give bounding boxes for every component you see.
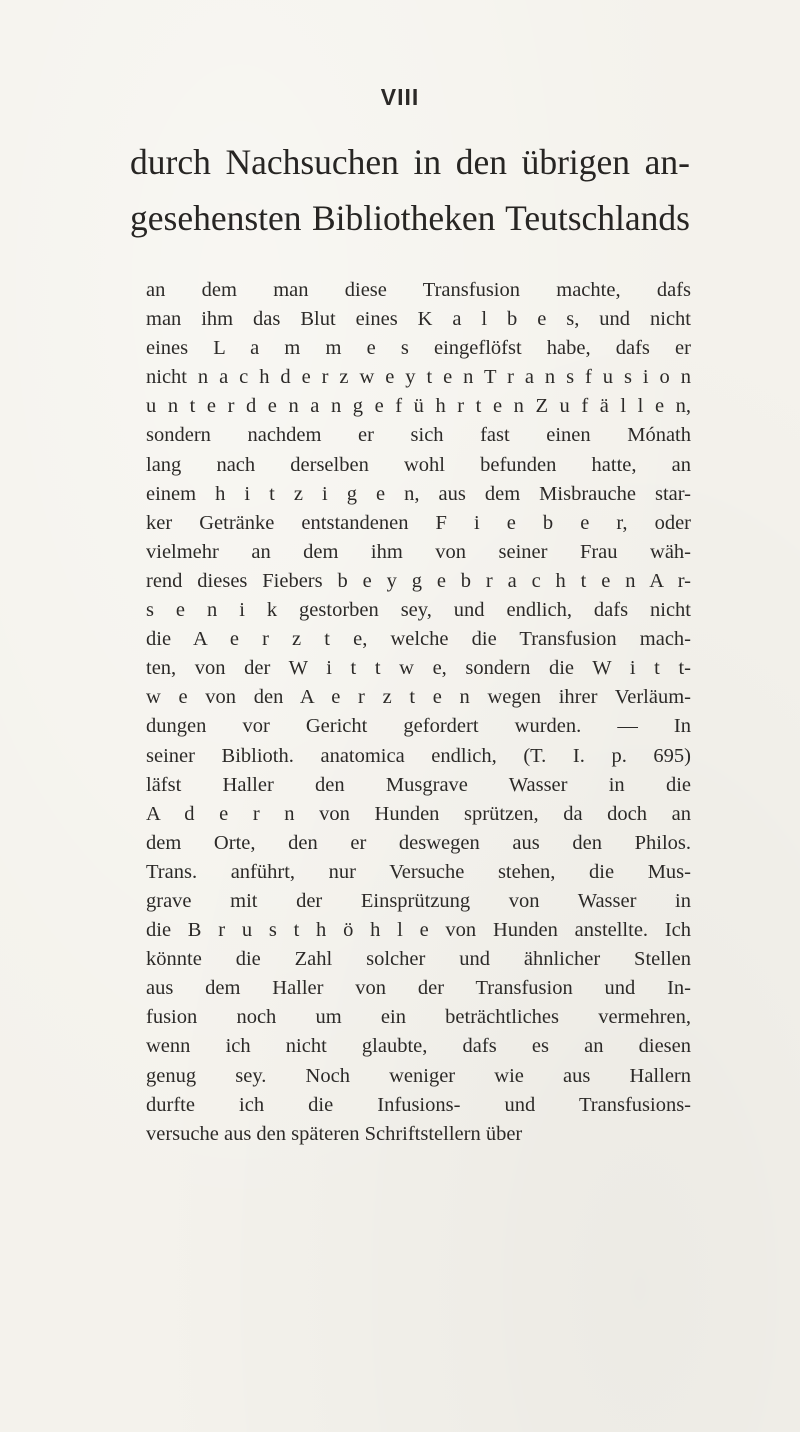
text-line: wenn ich nicht glaubte, dafs es an diesen bbox=[146, 1035, 691, 1058]
running-heading bbox=[130, 134, 690, 246]
text-line: aus dem Haller von der Transfusion und In- bbox=[146, 977, 691, 1000]
text-line: die A e r z t e, welche die Transfusion mach- bbox=[146, 628, 691, 651]
text-line: eines L a m m e s eingeflöfst habe, dafs er bbox=[146, 337, 691, 360]
text-line: u n t e r d e n a n g e f ü h r t e n Z u f ä l l e n, bbox=[146, 395, 691, 418]
text-line: die B r u s t h ö h l e von Hunden anstellte. Ich bbox=[146, 919, 691, 942]
text-line: läfst Haller den Musgrave Wasser in die bbox=[146, 773, 691, 796]
text-line: s e n i k gestorben sey, und endlich, dafs nicht bbox=[146, 599, 691, 622]
text-line: Trans. anführt, nur Versuche stehen, die Mus- bbox=[146, 860, 691, 883]
text-line: könnte die Zahl solcher und ähnlicher Stellen bbox=[146, 948, 691, 971]
text-line: dungen vor Gericht gefordert wurden. — In bbox=[146, 715, 691, 738]
text-line: fusion noch um ein beträchtliches vermehren, bbox=[146, 1006, 691, 1029]
text-line: man ihm das Blut eines K a l b e s, und nicht bbox=[146, 308, 691, 331]
text-line: durfte ich die Infusions- und Transfusions- bbox=[146, 1093, 691, 1116]
text-line: dem Orte, den er deswegen aus den Philos. bbox=[146, 831, 691, 854]
heading-line: gesehensten Bibliotheken Teutschlands bbox=[130, 198, 690, 238]
text-line: einem h i t z i g e n, aus dem Misbrauche star- bbox=[146, 482, 691, 505]
text-line: A d e r n von Hunden sprützen, da doch an bbox=[146, 802, 691, 825]
body-text bbox=[146, 276, 691, 1149]
text-line: ten, von der W i t t w e, sondern die W i t t- bbox=[146, 657, 691, 680]
text-line: rend dieses Fiebers b e y g e b r a c h t e n A r- bbox=[146, 569, 691, 592]
text-line: grave mit der Einsprützung von Wasser in bbox=[146, 889, 691, 912]
text-line: nicht n a c h d e r z w e y t e n T r a n s f u s i o n bbox=[146, 366, 691, 389]
heading-line: durch Nachsuchen in den übrigen an- bbox=[130, 142, 690, 182]
text-line: ker Getränke entstandenen F i e b e r, oder bbox=[146, 511, 691, 534]
text-line: sondern nachdem er sich fast einen Mónath bbox=[146, 424, 691, 447]
text-line: seiner Biblioth. anatomica endlich, (T. I. p. 695) bbox=[146, 744, 691, 767]
text-line: versuche aus den späteren Schriftstellern über bbox=[146, 1122, 523, 1145]
text-line: vielmehr an dem ihm von seiner Frau wäh- bbox=[146, 540, 691, 563]
text-line: genug sey. Noch weniger wie aus Hallern bbox=[146, 1064, 691, 1087]
page-number: VIII bbox=[380, 84, 420, 110]
text-line: lang nach derselben wohl befunden hatte, an bbox=[146, 453, 691, 476]
text-line: an dem man diese Transfusion machte, dafs bbox=[146, 279, 691, 301]
text-line: w e von den A e r z t e n wegen ihrer Verläum- bbox=[146, 686, 691, 709]
